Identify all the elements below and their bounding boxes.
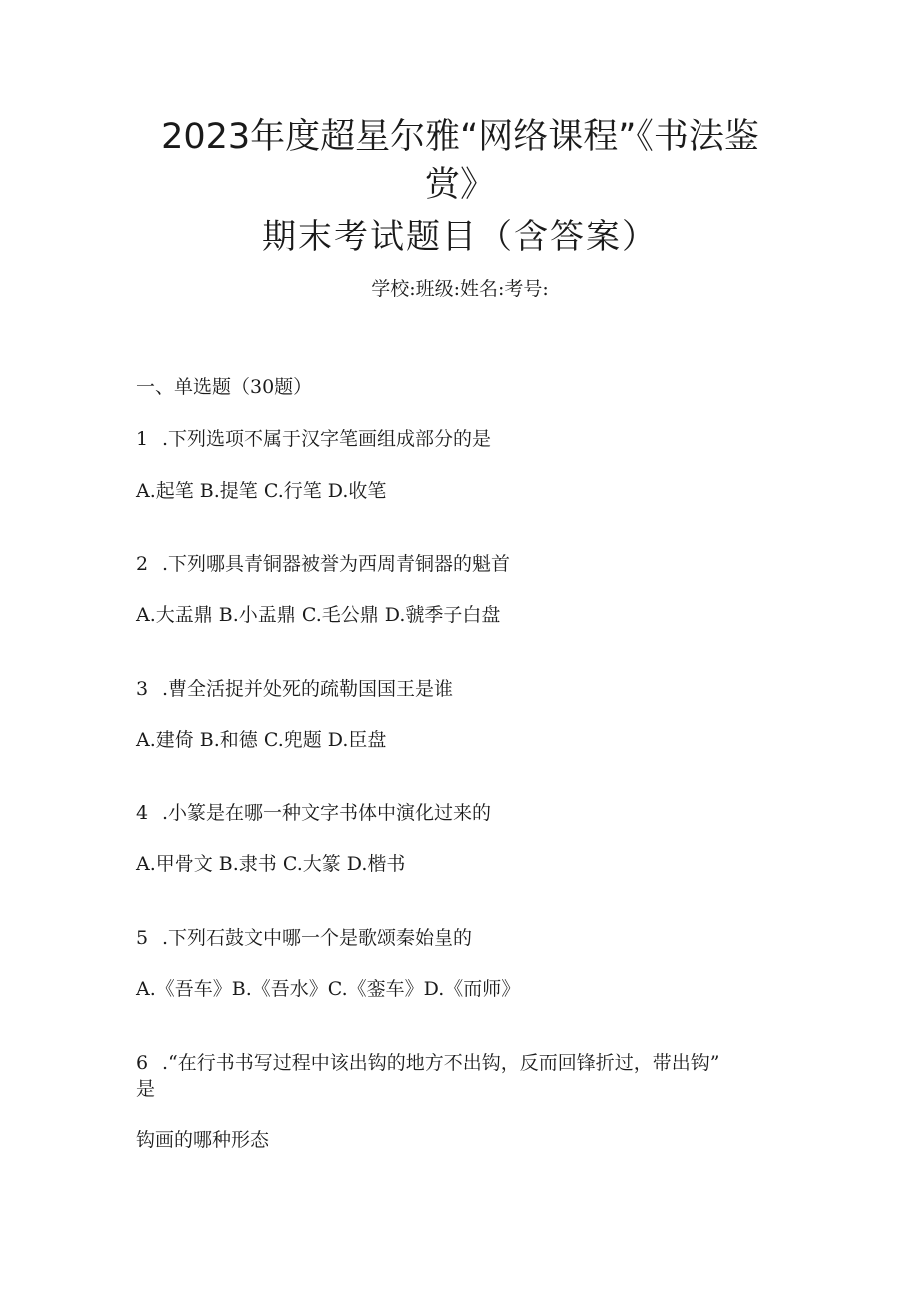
question-number: 3 <box>136 678 149 700</box>
document-title-line1: 2023年度超星尔雅“网络课程”《书法鉴 <box>161 117 759 157</box>
question-number: 2 <box>136 553 149 575</box>
question-3-options: A.建倚 B.和德 C.兜题 D.臣盘 <box>136 729 387 751</box>
question-text: .“在行书书写过程中该出钩的地方不出钩，反而回锋折过，带出钩” <box>162 1052 720 1074</box>
question-text: .曹全活捉并处死的疏勒国国王是谁 <box>162 678 454 700</box>
question-number: 6 <box>136 1052 149 1074</box>
question-1-options: A.起笔 B.提笔 C.行笔 D.收笔 <box>136 480 387 502</box>
question-6-text-continued: 是 <box>136 1078 156 1100</box>
section-heading: 一、单选题（30题） <box>136 376 313 398</box>
question-text: .下列选项不属于汉字笔画组成部分的是 <box>162 428 492 450</box>
question-6 <box>136 1050 719 1076</box>
question-2-options: A.大盂鼎 B.小盂鼎 C.毛公鼎 D.虢季子白盘 <box>136 604 501 626</box>
question-number: 5 <box>136 927 149 949</box>
question-1 <box>136 426 491 452</box>
question-3 <box>136 676 453 702</box>
question-text: .下列石鼓文中哪一个是歌颂秦始皇的 <box>162 927 473 949</box>
question-2 <box>136 551 510 577</box>
question-text: .下列哪具青铜器被誉为西周青铜器的魁首 <box>162 553 511 575</box>
question-4-options: A.甲骨文 B.隶书 C.大篆 D.楷书 <box>136 853 406 875</box>
question-number: 4 <box>136 802 149 824</box>
question-5-options: A.《吾车》B.《吾水》C.《銮车》D.《而师》 <box>136 978 521 1000</box>
document-subtitle: 期末考试题目（含答案） <box>262 217 658 257</box>
question-number: 1 <box>136 428 149 450</box>
question-text: .小篆是在哪一种文字书体中演化过来的 <box>162 802 492 824</box>
question-6-text-continued-2: 钩画的哪种形态 <box>136 1129 270 1151</box>
question-4 <box>136 800 491 826</box>
question-5 <box>136 925 472 951</box>
student-info-line: 学校:班级:姓名:考号: <box>371 278 549 300</box>
document-title-line2: 赏》 <box>424 165 495 205</box>
